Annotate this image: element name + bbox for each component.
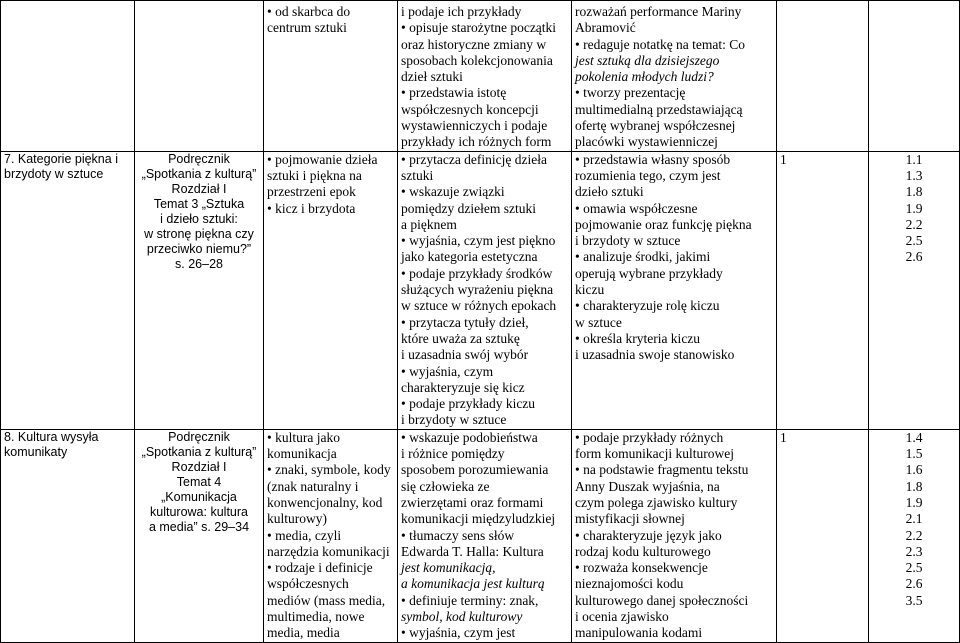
ref-value: 1.4: [905, 429, 923, 445]
requirement-line: zwierzętami oraz formami: [401, 494, 544, 510]
content-item: • od skarbca do: [267, 4, 394, 20]
extended-line: • podaje przykłady różnych: [575, 429, 724, 445]
textbook-cell: [135, 1, 264, 152]
requirements-cell: [398, 151, 572, 429]
extended-line: form komunikacji kulturowej: [575, 446, 734, 462]
extended-line: czym polega zjawisko kultury: [575, 494, 738, 510]
requirement-line: jest komunikacją,: [401, 560, 496, 576]
textbook-line: Podręcznik: [168, 151, 230, 166]
ref-value: 1.8: [905, 184, 923, 200]
extended-line: kiczu: [575, 282, 605, 298]
refs-cell: [869, 429, 960, 642]
topic-title: 7. Kategorie piękna i brzydoty w sztuce: [4, 151, 118, 181]
ref-value: 1.3: [905, 167, 923, 183]
hours-cell: [777, 1, 869, 152]
extended-line: • rozważa konsekwencje: [575, 560, 708, 576]
textbook-line: w stronę piękna czy: [144, 226, 254, 241]
extended-line: rozumienia tego, czym jest: [575, 167, 721, 183]
ref-value: 2.2: [905, 216, 923, 232]
extended-line: mistyfikacji słownej: [575, 511, 685, 527]
requirement-line: • wskazuje podobieństwa: [401, 429, 538, 445]
requirement-line: w sztuce w różnych epokach: [401, 298, 557, 314]
requirement-line: • przytacza definicję dzieła: [401, 151, 548, 167]
textbook-line: a media” s. 29–34: [148, 519, 250, 534]
requirement-line: • podaje przykłady środków: [401, 265, 553, 281]
extended-line: jest sztuką dla dzisiejszego: [575, 52, 720, 68]
requirement-line: pomiędzy dziełem sztuki: [401, 200, 536, 216]
requirement-line: • wyjaśnia, czym: [401, 363, 494, 379]
ref-value: 2.1: [905, 511, 923, 527]
textbook-line: Rozdział I: [171, 181, 227, 196]
content-item: • media, czyli narzędzia komunikacji: [267, 528, 394, 561]
requirement-line: • wskazuje związki: [401, 184, 505, 200]
ref-value: 3.5: [905, 592, 923, 608]
extended-line: • charakteryzuje rolę kiczu: [575, 298, 720, 314]
ref-value: 1.6: [905, 462, 923, 478]
textbook-line: s. 26–28: [175, 256, 223, 271]
textbook-line: Podręcznik: [168, 429, 230, 444]
requirement-line: i podaje ich przykłady: [401, 4, 522, 19]
extended-cell: [572, 1, 777, 152]
requirement-line: • definiuje terminy: znak,: [401, 592, 539, 608]
extended-line: i ocenia zjawisko: [575, 608, 669, 624]
requirement-line: jako kategoria estetyczna: [401, 249, 538, 265]
requirement-line: a pięknem: [401, 216, 457, 232]
content-cell: [264, 1, 398, 152]
textbook-line: przeciwko niemu?”: [146, 241, 252, 256]
topic-cell: [1, 1, 135, 152]
topic-title: 8. Kultura wysyła komunikaty: [4, 429, 99, 459]
extended-line: nieznajomości kodu: [575, 576, 684, 592]
extended-line: kulturowego danej społeczności: [575, 592, 749, 608]
ref-value: 1.9: [905, 494, 923, 510]
extended-cell: [572, 151, 777, 429]
textbook-line: „Spotkania z kulturą”: [141, 166, 257, 181]
table-row: [1, 151, 960, 429]
hours-value: 1: [780, 429, 787, 445]
requirement-line: sposobem porozumiewania: [401, 462, 549, 478]
extended-line: i brzydoty w sztuce: [575, 233, 681, 249]
textbook-line: Temat 3 „Sztuka: [153, 196, 245, 211]
extended-line: placówki wystawienniczej: [575, 134, 718, 150]
textbook-line: „Komunikacja: [161, 489, 237, 504]
extended-line: • omawia współczesne: [575, 200, 698, 216]
requirement-line: sposobach kolekcjonowania: [401, 52, 553, 68]
content-item: • rodzaje i definicje współczesnych mediów (mass media, multimedia, nowe media, media: [267, 560, 394, 641]
extended-line: dzieło sztuki: [575, 184, 644, 200]
requirement-line: • tłumaczy sens słów: [401, 527, 515, 543]
extended-line: w sztuce: [575, 314, 622, 330]
textbook-line: Rozdział I: [171, 459, 227, 474]
textbook-line: kulturowa: kultura: [150, 504, 248, 519]
textbook-cell: [135, 429, 264, 642]
extended-line: • tworzy prezentację: [575, 85, 686, 101]
requirement-line: Edwarda T. Halla: Kultura: [401, 543, 544, 559]
content-item: • znaki, symbole, kody (znak naturalny i konwencjonalny, kod kulturowy): [267, 462, 394, 527]
refs-cell: [869, 1, 960, 152]
table-row: [1, 429, 960, 642]
extended-line: operują wybrane przykłady: [575, 265, 723, 281]
extended-line: Anny Duszak wyjaśnia, na: [575, 478, 720, 494]
requirements-cell: [398, 1, 572, 152]
requirement-line: • wyjaśnia, czym jest: [401, 625, 516, 641]
ref-value: 1.5: [905, 446, 923, 462]
requirement-line: wystawienniczych i podaje: [401, 118, 548, 134]
extended-line: • na podstawie fragmentu tekstu: [575, 462, 749, 478]
requirement-line: przykłady ich różnych form: [401, 134, 552, 150]
textbook-line: i dzieło sztuki:: [160, 211, 238, 226]
extended-line: manipulowania kodami: [575, 625, 703, 641]
requirement-line: się człowieka ze: [401, 478, 490, 494]
requirement-line: sztuki: [401, 167, 434, 183]
ref-value: 1.8: [905, 478, 923, 494]
extended-line: i uzasadnia swoje stanowisko: [575, 347, 735, 363]
hours-value: 1: [780, 151, 787, 167]
ref-value: 2.3: [905, 543, 923, 559]
extended-line: rozważań performance Mariny: [575, 4, 742, 19]
extended-line: • określa kryteria kiczu: [575, 330, 701, 346]
hours-cell: [777, 151, 869, 429]
content-item-cont: centrum sztuki: [267, 20, 347, 36]
content-item: • kultura jako komunikacja: [267, 430, 394, 463]
extended-line: • charakteryzuje język jako: [575, 527, 722, 543]
ref-value: 2.5: [905, 233, 923, 249]
ref-value: 1.9: [905, 200, 923, 216]
content-item: • pojmowanie dzieła sztuki i piękna na przestrzeni epok: [267, 152, 394, 201]
ref-value: 1.1: [905, 151, 923, 167]
textbook-line: „Spotkania z kulturą”: [141, 444, 257, 459]
extended-line: rodzaj kodu kulturowego: [575, 543, 711, 559]
content-cell: [264, 151, 398, 429]
hours-cell: [777, 429, 869, 642]
requirement-line: • przedstawia istotę: [401, 85, 507, 101]
extended-cell: [572, 429, 777, 642]
extended-line: Abramović: [575, 20, 636, 36]
requirement-line: oraz historyczne zmiany w: [401, 36, 547, 52]
extended-line: • przedstawia własny sposób: [575, 151, 731, 167]
requirement-line: i różnice pomiędzy: [401, 446, 505, 462]
extended-line: ofertę wybranej współczesnej: [575, 118, 736, 134]
requirement-line: • podaje przykłady kiczu: [401, 396, 536, 412]
requirement-line: i brzydoty w sztuce: [401, 412, 507, 428]
textbook-cell: [135, 151, 264, 429]
extended-line: pokolenia młodych ludzi?: [575, 69, 714, 85]
content-item: • kicz i brzydota: [267, 201, 394, 217]
requirement-line: służących wyrażeniu piękna: [401, 282, 554, 298]
requirement-line: współczesnych koncepcji: [401, 101, 539, 117]
content-cell: [264, 429, 398, 642]
ref-value: 2.6: [905, 249, 923, 265]
extended-line: • redaguje notatkę na temat: Co: [575, 36, 746, 52]
requirement-line: komunikacji międzyludzkiej: [401, 511, 556, 527]
ref-value: 2.2: [905, 527, 923, 543]
ref-value: 2.6: [905, 576, 923, 592]
requirement-line: • wyjaśnia, czym jest piękno: [401, 233, 556, 249]
requirement-line: charakteryzuje się kicz: [401, 379, 525, 395]
requirement-line: symbol, kod kulturowy: [401, 608, 523, 624]
requirements-cell: [398, 429, 572, 642]
requirement-line: które uważa za sztukę: [401, 330, 520, 346]
extended-line: multimedialną przedstawiającą: [575, 101, 743, 117]
extended-line: pojmowanie oraz funkcję piękna: [575, 216, 752, 232]
requirement-line: i uzasadnia swój wybór: [401, 347, 529, 363]
topic-cell: [1, 429, 135, 642]
requirement-line: a komunikacja jest kulturą: [401, 576, 545, 592]
continuation-row: [1, 1, 960, 152]
topic-cell: [1, 151, 135, 429]
requirement-line: • opisuje starożytne początki: [401, 20, 557, 36]
requirement-line: dzieł sztuki: [401, 69, 463, 85]
requirement-line: • przytacza tytuły dzieł,: [401, 314, 529, 330]
refs-cell: [869, 151, 960, 429]
extended-line: • analizuje środki, jakimi: [575, 249, 711, 265]
ref-value: 2.5: [905, 560, 923, 576]
textbook-line: Temat 4: [176, 474, 222, 489]
